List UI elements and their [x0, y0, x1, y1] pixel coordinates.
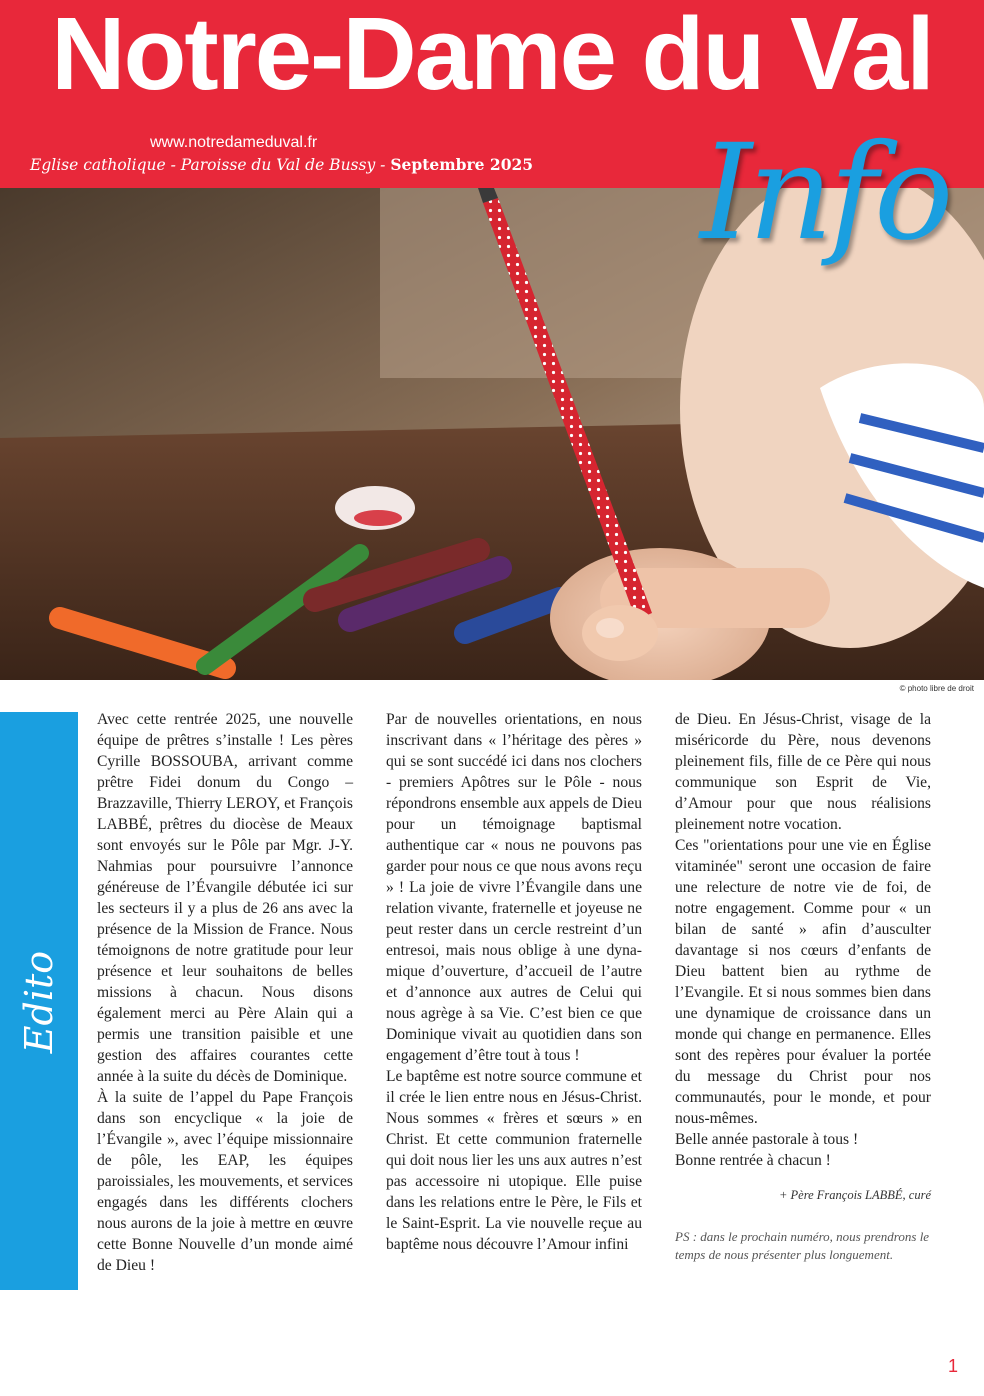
paragraph: Bonne rentrée à chacun !: [675, 1152, 831, 1169]
paragraph: À la suite de l’appel du Pape François dans son encyclique « la joie de l’Évangile », avec l’équipe missionnaire de pôle, les EAP, les équipes paroissiales, les mouvements, et services engagés dans les différents clochers nous aurons de la joie à mettre en œuvre cette Bonne Nouvelle d’un monde aimé de Dieu !: [97, 1089, 353, 1274]
website-link[interactable]: www.notredameduval.fr: [150, 134, 318, 151]
edito-column-3: [675, 709, 931, 1264]
edito-label: Edito: [17, 950, 61, 1054]
issue-date: Septembre 2025: [390, 155, 534, 174]
signature: + Père François LABBÉ, curé: [778, 1188, 931, 1202]
photo-credit: © photo libre de droit: [899, 684, 974, 693]
paragraph: Belle année pastorale à tous !: [675, 1131, 859, 1148]
edito-column-2: [386, 709, 642, 1255]
page-number: 1: [947, 1356, 958, 1376]
masthead-subtitle: [30, 155, 533, 174]
info-logo-word: Info: [700, 116, 950, 270]
parish-line: Eglise catholique - Paroisse du Val de Bussy -: [30, 156, 391, 174]
paragraph: Par de nouvelles orientations, en nous inscrivant dans « l’héritage des pères » qui se sont succédé ici dans nos clochers - premiers Apôtres sur le Pôle - nous répondrons ensemble aux appels de Dieu pour un témoignage baptismal authentique car « nous ne pouvons pas garder pour nous ce que nous avons reçu » ! La joie de vivre l’Évangile dans une relation vivante, fraternelle et joyeuse ne peut rester dans un cercle restreint d’un entresoi, mais nous oblige à une dynamique d’ouverture, d’accueil de l’autre et d’annonce aux autres de Celui qui nous agrège à sa Vie. C’est bien ce que Dominique vivait au quotidien dans son engagement d’être tout à tous !: [386, 711, 642, 1064]
postscript: PS : dans le prochain numéro, nous prendrons le temps de nous présenter plus longuement.: [675, 1229, 930, 1262]
paragraph: Le baptême est notre source commune et il crée le lien entre nous en Jésus-Christ. Nous sommes « frères et sœurs » en Christ. Et cette communion fraternelle qui doit nous lier les uns aux autres n’est pas accessoire ni utopique. Elle puise dans les relations entre le Père, le Fils et le Saint-Esprit. La vie nouvelle reçue au baptême nous découvre l’Amour infini: [386, 1068, 642, 1253]
masthead-title: Notre-Dame du Val: [51, 0, 933, 111]
edito-column-1: [97, 709, 353, 1276]
paragraph: Ces "orientations pour une vie en Église vitaminée" seront une occasion de faire une relecture de notre vie de foi, de notre engagement. Comme pour « un bilan de santé » afin d’ausculter davantage si nos cœurs d’enfants de Dieu battent bien au rythme de l’Evangile. Et si nous sommes bien dans une dynamique de croissance dans un monde qui change en permanence. Elles sont des repères pour évaluer la portée du message du Christ pour nos communautés, pour le monde, et pour nous-mêmes.: [675, 837, 931, 1127]
paragraph: Avec cette rentrée 2025, une nouvelle équipe de prêtres s’installe ! Les pères Cyrille BOSSOUBA, arrivant comme prêtre Fidei donum du Congo – Brazzaville, Thierry LEROY, et François LABBÉ, prêtres du diocèse de Meaux sont envoyés sur le Pôle par Mgr. J-Y. Nahmias pour poursuivre l’annonce généreuse de l’Évangile débutée ici sur les secteurs il y a plus de 26 ans avec la présence de la Mission de France. Nous témoignons de notre gratitude pour leur présence et leur souhaitons de belles missions à chacun. Nous disons également merci au Père Alain qui a permis une transition paisible et une gestion des affaires courantes cette année à la suite du décès de Dominique.: [97, 711, 353, 1085]
paragraph: de Dieu. En Jésus-Christ, visage de la miséricorde du Père, nous devenons pleinement fils, fille de ce Père qui nous communique son Esprit de Vie, d’Amour pour que nous réalisions pleinement notre vocation.: [675, 711, 931, 833]
